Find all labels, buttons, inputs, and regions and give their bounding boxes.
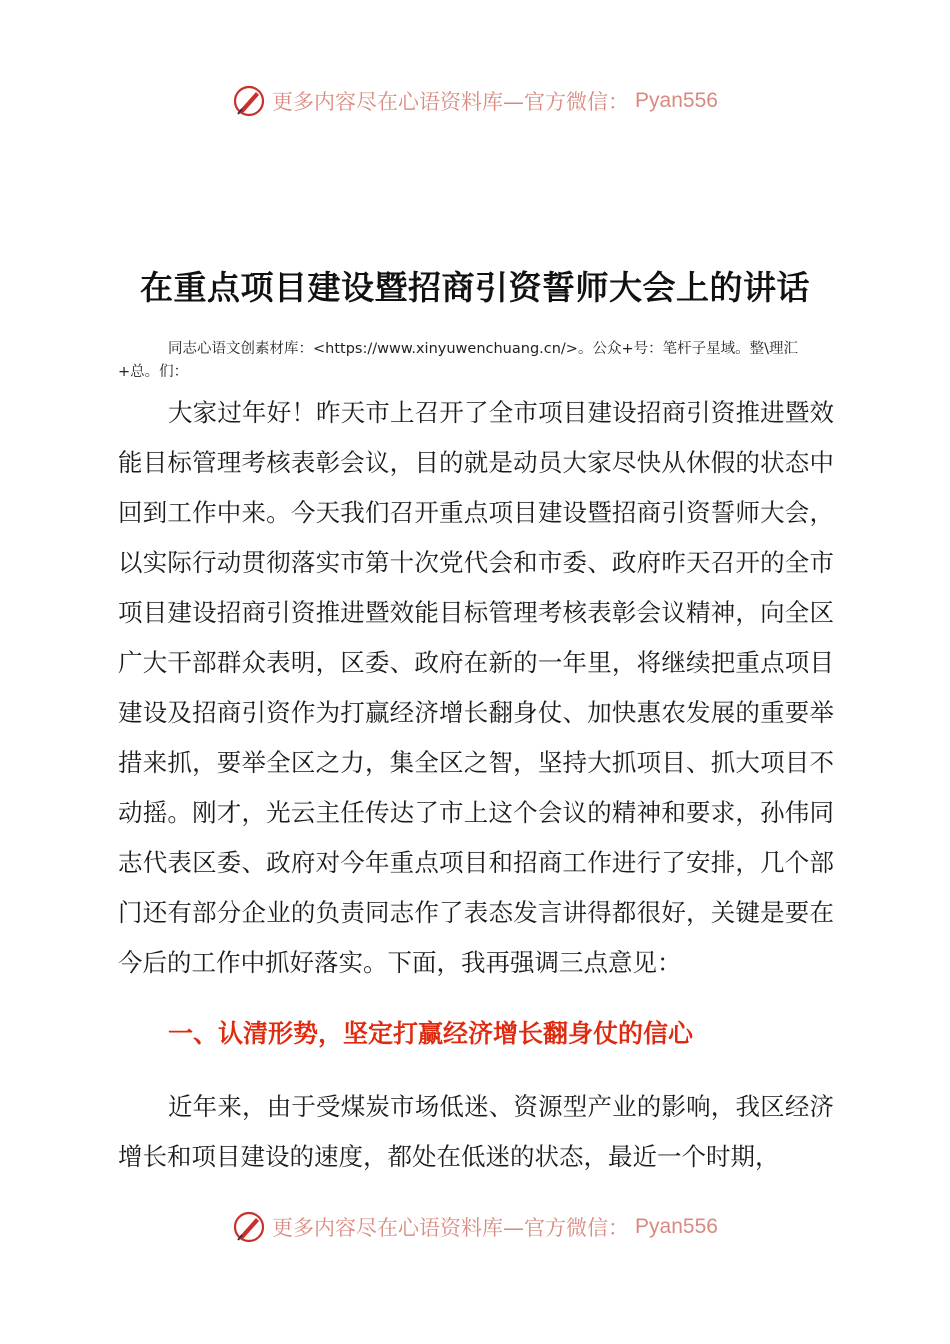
footer-watermark [0, 1210, 950, 1244]
watermark-id: Pyan556 [635, 1215, 718, 1238]
watermark-id: Pyan556 [635, 89, 718, 112]
watermark-text: 更多内容尽在心语资料库—官方微信： [272, 90, 630, 114]
paragraph-intro: 大家过年好！昨天市上召开了全市项目建设招商引资推进暨效能目标管理考核表彰会议，目的就是动员大家尽快从休假的状态中回到工作中来。今天我们召开重点项目建设暨招商引资誓师大会，以实际行动贯彻落实市第十次党代会和市委、政府昨天召开的全市项目建设招商引资推进暨效能目标管理考核表彰会议精神，向全区广大干部群众表明，区委、政府在新的一年里，将继续把重点项目建设及招商引资作为打赢经济增长翻身仗、加快惠农发展的重要举措来抓，要举全区之力，集全区之智，坚持大抓项目、抓大项目不动摇。刚才，光云主任传达了市上这个会议的精神和要求，孙伟同志代表区委、政府对今年重点项目和招商工作进行了安排，几个部门还有部分企业的负责同志作了表态发言讲得都很好，关键是要在今后的工作中抓好落实。下面，我再强调三点意见： [118, 398, 834, 977]
watermark-text: 更多内容尽在心语资料库—官方微信： [272, 1216, 630, 1240]
section-heading: 一、认清形势，坚定打赢经济增长翻身仗的信心 [168, 1019, 694, 1048]
quill-logo-icon [232, 1210, 266, 1244]
page-title: 在重点项目建设暨招商引资誓师大会上的讲话 [140, 268, 810, 307]
source-line: 同志心语文创素材库：<https://www.xinyuwenchuang.cn/>。公众+号：笔杆子星域。整\理汇+总。们： [118, 341, 798, 380]
quill-logo-icon [232, 84, 266, 118]
header-watermark [0, 84, 950, 118]
paragraph-section-one: 近年来，由于受煤炭市场低迷、资源型产业的影响，我区经济增长和项目建设的速度，都处在低迷的状态，最近一个时期， [118, 1092, 834, 1171]
